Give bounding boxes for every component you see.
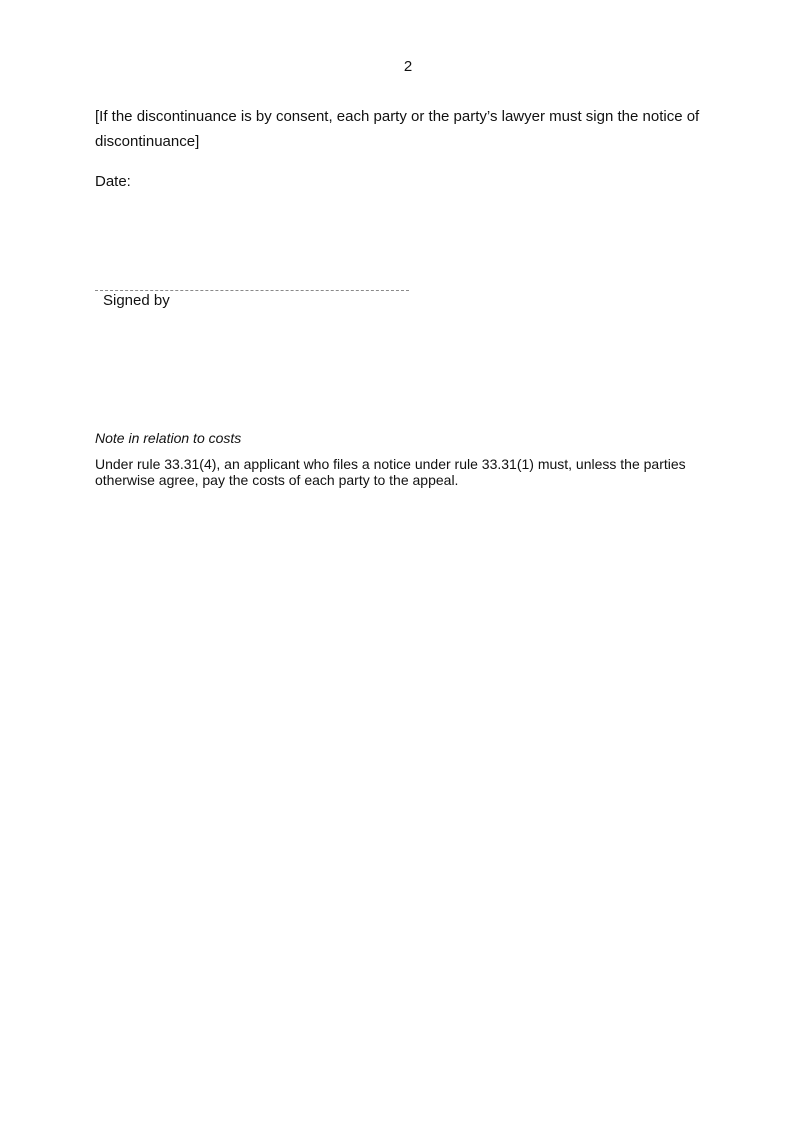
consent-instruction: [If the discontinuance is by consent, each party or the party’s lawyer must sign the notice of discontinuance] <box>95 108 700 150</box>
signature-line <box>95 290 409 291</box>
date-label: Date: <box>95 173 131 190</box>
signed-by-label: Signed by <box>103 292 170 309</box>
costs-note-heading: Note in relation to costs <box>95 430 242 446</box>
costs-note-body: Under rule 33.31(4), an applicant who files a notice under rule 33.31(1) must, unless the parties otherwise agree, pay the costs of each party to the appeal. <box>95 456 686 488</box>
page-number: 2 <box>403 58 413 75</box>
